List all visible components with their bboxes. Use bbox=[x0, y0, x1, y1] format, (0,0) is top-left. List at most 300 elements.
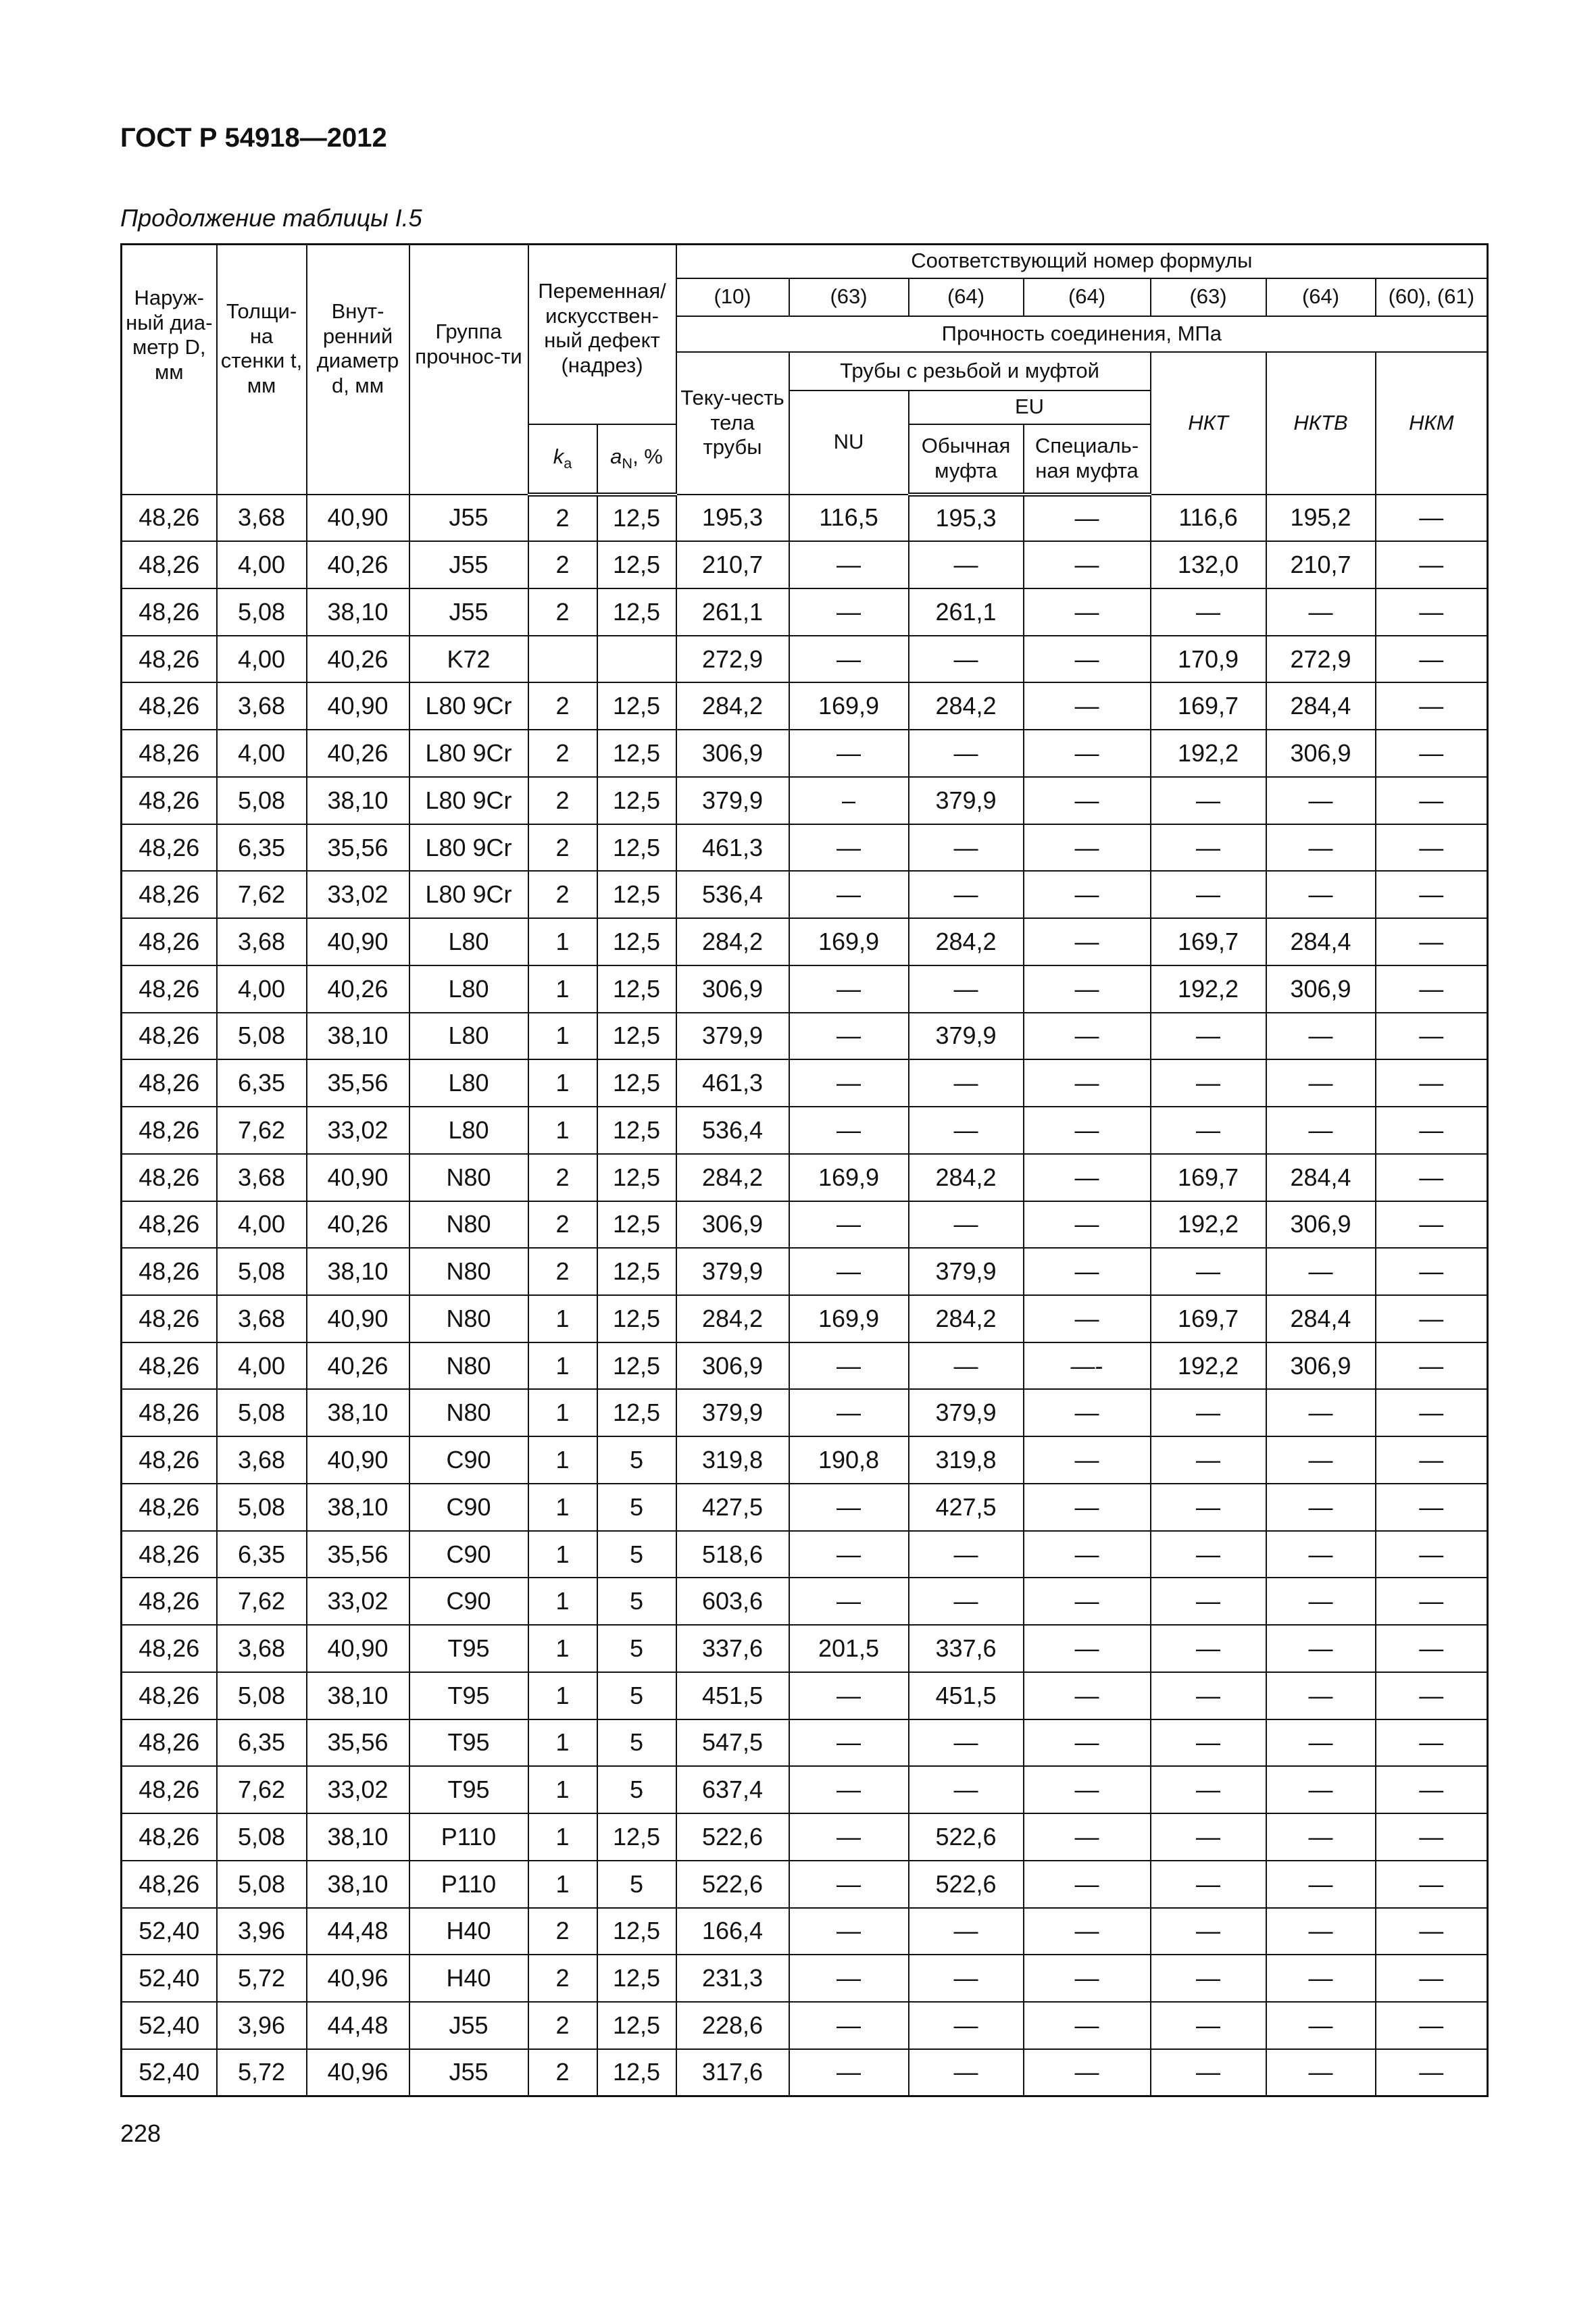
table-cell: 48,26 bbox=[122, 1248, 217, 1295]
table-cell: 192,2 bbox=[1151, 730, 1266, 777]
table-cell: 379,9 bbox=[909, 1013, 1024, 1060]
table-cell: 2 bbox=[528, 777, 597, 824]
table-cell: 272,9 bbox=[1266, 636, 1376, 683]
table-cell: — bbox=[909, 1955, 1024, 2002]
formula-ref: (63) bbox=[1151, 278, 1266, 316]
table-cell: 169,9 bbox=[789, 1295, 909, 1342]
table-row bbox=[122, 730, 1488, 777]
table-cell: — bbox=[1024, 682, 1151, 730]
table-cell: — bbox=[1376, 1625, 1488, 1672]
table-cell: 2 bbox=[528, 2049, 597, 2096]
table-cell: K72 bbox=[409, 636, 528, 683]
table-cell: 12,5 bbox=[597, 495, 676, 542]
table-cell: 2 bbox=[528, 541, 597, 588]
table-cell: 12,5 bbox=[597, 824, 676, 872]
table-cell: — bbox=[1151, 1107, 1266, 1154]
table-cell: — bbox=[1266, 1955, 1376, 2002]
table-cell: 5 bbox=[597, 1578, 676, 1625]
table-row bbox=[122, 1531, 1488, 1578]
table-cell: — bbox=[1024, 1861, 1151, 1908]
table-cell: — bbox=[1024, 1625, 1151, 1672]
table-cell: — bbox=[1376, 1531, 1488, 1578]
table-cell: — bbox=[1151, 777, 1266, 824]
table-cell: 12,5 bbox=[597, 1201, 676, 1249]
header-defect: Переменная/ искусствен-ный дефект (надрез) bbox=[528, 245, 676, 424]
table-cell: 12,5 bbox=[597, 1013, 676, 1060]
table-cell: 1 bbox=[528, 1766, 597, 1813]
table-cell: — bbox=[1024, 636, 1151, 683]
table-cell: C90 bbox=[409, 1484, 528, 1531]
table-cell: — bbox=[1266, 1013, 1376, 1060]
table-cell: 1 bbox=[528, 1389, 597, 1436]
table-cell: 1 bbox=[528, 1578, 597, 1625]
table-cell: 3,68 bbox=[217, 682, 307, 730]
table-cell: — bbox=[909, 2049, 1024, 2096]
table-cell: 1 bbox=[528, 1342, 597, 1390]
table-cell: 48,26 bbox=[122, 918, 217, 965]
header-k-a bbox=[528, 424, 597, 495]
table-cell: 12,5 bbox=[597, 965, 676, 1013]
table-cell: 12,5 bbox=[597, 871, 676, 918]
formula-ref: (64) bbox=[1024, 278, 1151, 316]
table-cell: 40,90 bbox=[307, 1154, 409, 1201]
table-cell: 48,26 bbox=[122, 1013, 217, 1060]
table-cell: 2 bbox=[528, 824, 597, 872]
table-cell: — bbox=[1376, 682, 1488, 730]
table-cell: — bbox=[1024, 1059, 1151, 1107]
table-cell: — bbox=[1024, 2049, 1151, 2096]
table-cell: — bbox=[1266, 2002, 1376, 2049]
table-cell: 4,00 bbox=[217, 1342, 307, 1390]
table-cell: — bbox=[1151, 1719, 1266, 1767]
table-cell: 44,48 bbox=[307, 2002, 409, 2049]
table-cell: J55 bbox=[409, 541, 528, 588]
table-cell: — bbox=[789, 1955, 909, 2002]
table-row bbox=[122, 1578, 1488, 1625]
table-cell: 5 bbox=[597, 1861, 676, 1908]
table-cell: J55 bbox=[409, 2002, 528, 2049]
table-cell: 12,5 bbox=[597, 730, 676, 777]
table-cell: 427,5 bbox=[676, 1484, 789, 1531]
table-cell: — bbox=[1376, 871, 1488, 918]
table-cell: 52,40 bbox=[122, 1955, 217, 2002]
table-cell: L80 bbox=[409, 965, 528, 1013]
a-n-subscript: N bbox=[622, 455, 633, 472]
table-cell: — bbox=[789, 1531, 909, 1578]
table-cell: — bbox=[909, 1201, 1024, 1249]
table-cell: 40,26 bbox=[307, 541, 409, 588]
table-cell: — bbox=[789, 1908, 909, 1955]
table-row bbox=[122, 682, 1488, 730]
table-cell: 5,08 bbox=[217, 1861, 307, 1908]
table-cell: 1 bbox=[528, 918, 597, 965]
table-cell: 3,68 bbox=[217, 1625, 307, 1672]
table-cell: — bbox=[1266, 1248, 1376, 1295]
table-row bbox=[122, 1672, 1488, 1719]
table-cell: — bbox=[1151, 1013, 1266, 1060]
header-threaded-coupled: Трубы с резьбой и муфтой bbox=[789, 352, 1151, 391]
table-cell: 48,26 bbox=[122, 1861, 217, 1908]
table-cell: 6,35 bbox=[217, 1531, 307, 1578]
table-cell: 6,35 bbox=[217, 1059, 307, 1107]
table-cell: 427,5 bbox=[909, 1484, 1024, 1531]
table-cell: C90 bbox=[409, 1578, 528, 1625]
table-cell: 38,10 bbox=[307, 1861, 409, 1908]
table-cell: 40,26 bbox=[307, 965, 409, 1013]
table-cell: 284,4 bbox=[1266, 918, 1376, 965]
table-cell: — bbox=[909, 1107, 1024, 1154]
table-cell: C90 bbox=[409, 1531, 528, 1578]
table-cell: 1 bbox=[528, 1625, 597, 1672]
table-caption: Продолжение таблицы I.5 bbox=[120, 204, 422, 232]
table-cell: 169,9 bbox=[789, 682, 909, 730]
table-cell: 518,6 bbox=[676, 1531, 789, 1578]
table-cell: 12,5 bbox=[597, 918, 676, 965]
table-cell: L80 9Cr bbox=[409, 682, 528, 730]
table-cell: 48,26 bbox=[122, 1813, 217, 1861]
table-cell: — bbox=[789, 588, 909, 636]
header-nktv: НКТВ bbox=[1266, 352, 1376, 495]
table-cell: 170,9 bbox=[1151, 636, 1266, 683]
table-cell bbox=[597, 636, 676, 683]
table-cell: — bbox=[1151, 1248, 1266, 1295]
table-cell: — bbox=[1024, 2002, 1151, 2049]
table-cell: — bbox=[1266, 1813, 1376, 1861]
table-cell: — bbox=[1266, 1389, 1376, 1436]
k-a-subscript: a bbox=[564, 455, 572, 472]
table-cell: 5 bbox=[597, 1436, 676, 1484]
table-cell: — bbox=[789, 636, 909, 683]
table-cell: 12,5 bbox=[597, 1248, 676, 1295]
table-cell: — bbox=[789, 871, 909, 918]
table-cell: T95 bbox=[409, 1719, 528, 1767]
table-row bbox=[122, 2049, 1488, 2096]
table-cell: 2 bbox=[528, 871, 597, 918]
table-row bbox=[122, 1436, 1488, 1484]
table-row bbox=[122, 1248, 1488, 1295]
table-cell: — bbox=[1024, 1436, 1151, 1484]
table-cell: 48,26 bbox=[122, 871, 217, 918]
table-cell: 284,2 bbox=[909, 1154, 1024, 1201]
table-row bbox=[122, 777, 1488, 824]
table-cell: 319,8 bbox=[909, 1436, 1024, 1484]
table-cell: 48,26 bbox=[122, 1154, 217, 1201]
table-cell: — bbox=[1266, 2049, 1376, 2096]
table-cell: L80 bbox=[409, 1059, 528, 1107]
table-cell: 7,62 bbox=[217, 1766, 307, 1813]
table-cell: — bbox=[789, 824, 909, 872]
table-cell: 284,4 bbox=[1266, 682, 1376, 730]
table-cell: — bbox=[1266, 1059, 1376, 1107]
table-cell: 5 bbox=[597, 1625, 676, 1672]
table-cell: 190,8 bbox=[789, 1436, 909, 1484]
table-cell: 3,68 bbox=[217, 1436, 307, 1484]
table-row bbox=[122, 965, 1488, 1013]
table-cell: — bbox=[909, 965, 1024, 1013]
table-cell: — bbox=[1024, 965, 1151, 1013]
table-cell: 3,96 bbox=[217, 2002, 307, 2049]
table-cell: — bbox=[1266, 824, 1376, 872]
table-cell: — bbox=[1266, 1861, 1376, 1908]
table-cell: 38,10 bbox=[307, 1013, 409, 1060]
table-cell: 169,7 bbox=[1151, 1295, 1266, 1342]
table-cell: 12,5 bbox=[597, 588, 676, 636]
table-cell: — bbox=[1024, 495, 1151, 542]
table-cell: — bbox=[1266, 1908, 1376, 1955]
table-cell: 210,7 bbox=[676, 541, 789, 588]
table-cell: 201,5 bbox=[789, 1625, 909, 1672]
table-cell: 48,26 bbox=[122, 777, 217, 824]
table-cell: 210,7 bbox=[1266, 541, 1376, 588]
header-a-n bbox=[597, 424, 676, 495]
table-cell: 48,26 bbox=[122, 541, 217, 588]
table-cell: N80 bbox=[409, 1389, 528, 1436]
table-cell: — bbox=[1024, 1201, 1151, 1249]
table-row bbox=[122, 495, 1488, 542]
document-title: ГОСТ Р 54918—2012 bbox=[120, 123, 387, 153]
table-cell: 48,26 bbox=[122, 730, 217, 777]
table-cell: 166,4 bbox=[676, 1908, 789, 1955]
table-cell: 1 bbox=[528, 1531, 597, 1578]
table-cell: — bbox=[1024, 588, 1151, 636]
table-cell: — bbox=[1376, 918, 1488, 965]
table-cell: 195,3 bbox=[909, 495, 1024, 542]
table-cell: —- bbox=[1024, 1342, 1151, 1390]
table-cell: — bbox=[789, 730, 909, 777]
table-cell: 35,56 bbox=[307, 824, 409, 872]
table-cell: 5 bbox=[597, 1766, 676, 1813]
table-cell: 522,6 bbox=[909, 1861, 1024, 1908]
formula-ref: (60), (61) bbox=[1376, 278, 1488, 316]
table-cell: — bbox=[1024, 541, 1151, 588]
table-cell: 12,5 bbox=[597, 541, 676, 588]
table-cell: — bbox=[1024, 777, 1151, 824]
table-cell: — bbox=[789, 1813, 909, 1861]
table-cell: — bbox=[1151, 1484, 1266, 1531]
table-cell: — bbox=[1151, 824, 1266, 872]
table-cell: — bbox=[1024, 1107, 1151, 1154]
table-cell: — bbox=[1151, 1955, 1266, 2002]
table-cell: 48,26 bbox=[122, 1436, 217, 1484]
table-cell: 3,68 bbox=[217, 918, 307, 965]
header-eu: EU bbox=[909, 391, 1151, 424]
table-cell: 12,5 bbox=[597, 1908, 676, 1955]
table-cell: — bbox=[909, 1578, 1024, 1625]
table-cell: 38,10 bbox=[307, 1248, 409, 1295]
table-cell: 48,26 bbox=[122, 1389, 217, 1436]
table-cell: 5,08 bbox=[217, 1389, 307, 1436]
table-cell: 52,40 bbox=[122, 2049, 217, 2096]
table-cell: 1 bbox=[528, 965, 597, 1013]
table-cell: 12,5 bbox=[597, 1295, 676, 1342]
table-cell: 461,3 bbox=[676, 1059, 789, 1107]
a-n-unit: , % bbox=[632, 445, 663, 469]
table-cell: — bbox=[909, 1531, 1024, 1578]
table-cell: 169,7 bbox=[1151, 1154, 1266, 1201]
table-row bbox=[122, 1955, 1488, 2002]
header-nkt: НКТ bbox=[1151, 352, 1266, 495]
table-cell: 2 bbox=[528, 1908, 597, 1955]
table-cell: 5,08 bbox=[217, 1013, 307, 1060]
table-cell: L80 9Cr bbox=[409, 824, 528, 872]
table-cell: 48,26 bbox=[122, 1719, 217, 1767]
table-cell: 48,26 bbox=[122, 636, 217, 683]
table-row bbox=[122, 1154, 1488, 1201]
table-cell: 48,26 bbox=[122, 1766, 217, 1813]
table-cell: 3,68 bbox=[217, 1295, 307, 1342]
table-cell: 284,2 bbox=[909, 682, 1024, 730]
table-cell: — bbox=[1151, 1672, 1266, 1719]
table-cell: — bbox=[789, 1578, 909, 1625]
table-cell: 284,2 bbox=[676, 1154, 789, 1201]
table-cell: 40,90 bbox=[307, 1295, 409, 1342]
table-cell: 317,6 bbox=[676, 2049, 789, 2096]
table-cell: 38,10 bbox=[307, 588, 409, 636]
table-cell: 12,5 bbox=[597, 682, 676, 730]
table-cell: — bbox=[1376, 541, 1488, 588]
table-cell: — bbox=[1024, 1484, 1151, 1531]
table-cell: 306,9 bbox=[676, 965, 789, 1013]
table-cell: — bbox=[1376, 636, 1488, 683]
table-cell: — bbox=[1266, 1436, 1376, 1484]
table-cell: 12,5 bbox=[597, 1059, 676, 1107]
table-row bbox=[122, 1861, 1488, 1908]
table-cell: — bbox=[1376, 1766, 1488, 1813]
table-cell: — bbox=[1376, 1908, 1488, 1955]
table-cell: — bbox=[789, 1013, 909, 1060]
header-nkm: НКМ bbox=[1376, 352, 1488, 495]
table-cell: 169,9 bbox=[789, 1154, 909, 1201]
table-cell: — bbox=[789, 1107, 909, 1154]
table-cell: 48,26 bbox=[122, 1484, 217, 1531]
table-cell: — bbox=[1376, 495, 1488, 542]
table-cell: 52,40 bbox=[122, 2002, 217, 2049]
table-cell: — bbox=[1024, 1154, 1151, 1201]
table-cell: T95 bbox=[409, 1766, 528, 1813]
table-cell: 40,90 bbox=[307, 1436, 409, 1484]
table-cell: — bbox=[1376, 1578, 1488, 1625]
table-cell: 1 bbox=[528, 1719, 597, 1767]
table-cell: — bbox=[1024, 871, 1151, 918]
table-cell: L80 bbox=[409, 1013, 528, 1060]
table-cell: — bbox=[789, 1484, 909, 1531]
table-cell: 261,1 bbox=[909, 588, 1024, 636]
table-cell: C90 bbox=[409, 1436, 528, 1484]
table-cell: 116,5 bbox=[789, 495, 909, 542]
table-cell: — bbox=[1266, 1531, 1376, 1578]
table-cell: J55 bbox=[409, 588, 528, 636]
table-cell: — bbox=[909, 1719, 1024, 1767]
header-connection-strength: Прочность соединения, МПа bbox=[676, 316, 1488, 352]
table-cell: — bbox=[1376, 1861, 1488, 1908]
table-cell: 48,26 bbox=[122, 824, 217, 872]
header-formula-number: Соответствующий номер формулы bbox=[676, 245, 1488, 278]
table-cell: — bbox=[789, 2002, 909, 2049]
table-cell: 48,26 bbox=[122, 1059, 217, 1107]
table-cell: 306,9 bbox=[1266, 965, 1376, 1013]
table-row bbox=[122, 1484, 1488, 1531]
table-cell: — bbox=[1024, 730, 1151, 777]
table-cell: — bbox=[1266, 1625, 1376, 1672]
table-cell: 48,26 bbox=[122, 682, 217, 730]
table-cell: — bbox=[1024, 1295, 1151, 1342]
table-cell: 48,26 bbox=[122, 1625, 217, 1672]
page-number: 228 bbox=[120, 2119, 161, 2147]
table-cell: 4,00 bbox=[217, 636, 307, 683]
table-cell: — bbox=[909, 1766, 1024, 1813]
table-cell: — bbox=[1376, 1201, 1488, 1249]
table-cell: L80 bbox=[409, 918, 528, 965]
table-cell: 33,02 bbox=[307, 1107, 409, 1154]
table-cell: — bbox=[1024, 1813, 1151, 1861]
table-cell: — bbox=[789, 1059, 909, 1107]
table-row bbox=[122, 636, 1488, 683]
table-cell: 5,72 bbox=[217, 1955, 307, 2002]
header-yield-body: Теку-честь тела трубы bbox=[676, 352, 789, 495]
table-cell: 228,6 bbox=[676, 2002, 789, 2049]
table-cell: 132,0 bbox=[1151, 541, 1266, 588]
table-cell: — bbox=[909, 871, 1024, 918]
table-cell: — bbox=[789, 1389, 909, 1436]
table-cell: 35,56 bbox=[307, 1719, 409, 1767]
table-cell: — bbox=[1376, 965, 1488, 1013]
table-cell: — bbox=[1151, 1625, 1266, 1672]
table-cell: 195,2 bbox=[1266, 495, 1376, 542]
table-cell: 379,9 bbox=[676, 1013, 789, 1060]
table-cell: L80 9Cr bbox=[409, 871, 528, 918]
table-cell: — bbox=[1024, 918, 1151, 965]
table-cell: 48,26 bbox=[122, 495, 217, 542]
table-cell: 337,6 bbox=[676, 1625, 789, 1672]
table-cell: 38,10 bbox=[307, 1672, 409, 1719]
table-cell: 522,6 bbox=[676, 1813, 789, 1861]
table-cell: — bbox=[1266, 777, 1376, 824]
table-cell: — bbox=[1376, 1484, 1488, 1531]
table-cell: 48,26 bbox=[122, 1342, 217, 1390]
table-cell: 319,8 bbox=[676, 1436, 789, 1484]
table-cell: — bbox=[1151, 2002, 1266, 2049]
table-cell: 4,00 bbox=[217, 965, 307, 1013]
table-cell: — bbox=[1376, 1248, 1488, 1295]
table-cell: 379,9 bbox=[676, 777, 789, 824]
table-cell: — bbox=[1024, 1013, 1151, 1060]
table-cell: H40 bbox=[409, 1955, 528, 2002]
table-cell: — bbox=[789, 1719, 909, 1767]
table-cell: 6,35 bbox=[217, 824, 307, 872]
table-cell: 7,62 bbox=[217, 871, 307, 918]
table-cell: 2 bbox=[528, 495, 597, 542]
table-cell: 5 bbox=[597, 1719, 676, 1767]
table-cell: — bbox=[1376, 777, 1488, 824]
table-cell: 522,6 bbox=[909, 1813, 1024, 1861]
table-cell: 272,9 bbox=[676, 636, 789, 683]
table-cell: 1 bbox=[528, 1013, 597, 1060]
table-cell: L80 9Cr bbox=[409, 777, 528, 824]
table-cell: — bbox=[1376, 1059, 1488, 1107]
table-cell: 522,6 bbox=[676, 1861, 789, 1908]
table-cell: — bbox=[789, 965, 909, 1013]
table-cell: T95 bbox=[409, 1625, 528, 1672]
header-strength-group: Группа прочнос-ти bbox=[409, 245, 528, 495]
table-cell: 261,1 bbox=[676, 588, 789, 636]
table-cell: — bbox=[789, 2049, 909, 2096]
table-cell: 35,56 bbox=[307, 1531, 409, 1578]
table-cell: 2 bbox=[528, 2002, 597, 2049]
table-cell: 48,26 bbox=[122, 1201, 217, 1249]
table-cell: — bbox=[1024, 1908, 1151, 1955]
table-row bbox=[122, 2002, 1488, 2049]
table-cell: — bbox=[1376, 1154, 1488, 1201]
